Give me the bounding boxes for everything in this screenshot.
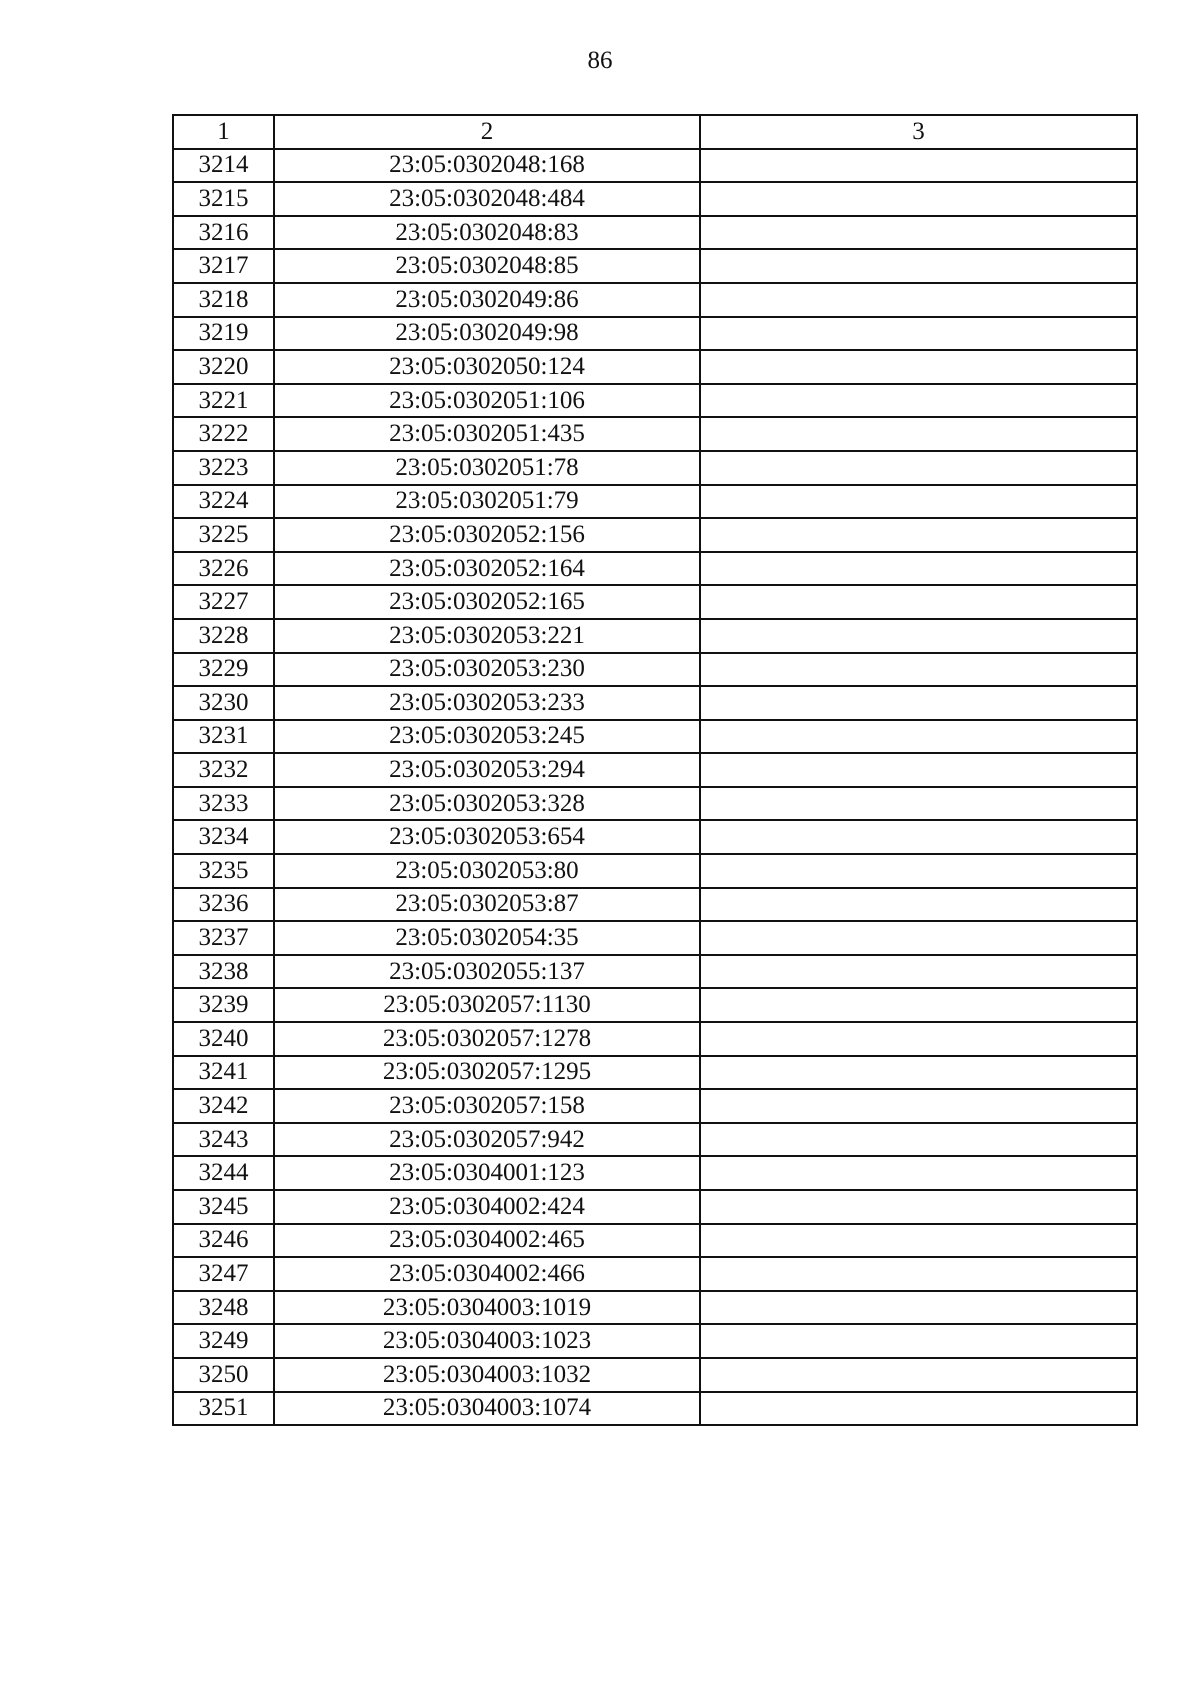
cadastral-number-cell: 23:05:0302053:294 [274,753,700,787]
notes-cell [700,149,1137,183]
notes-cell [700,585,1137,619]
header-row [173,115,1137,149]
row-number-cell: 3224 [173,485,274,519]
table-header [173,115,1137,149]
cadastral-number-cell: 23:05:0302053:87 [274,888,700,922]
notes-cell [700,1257,1137,1291]
table-body [173,149,1137,1426]
notes-cell [700,1358,1137,1392]
table-row [173,485,1137,519]
table-row [173,451,1137,485]
row-number-cell: 3227 [173,585,274,619]
row-number-cell: 3232 [173,753,274,787]
table-row [173,216,1137,250]
notes-cell [700,921,1137,955]
row-number-cell: 3251 [173,1392,274,1426]
cadastral-number-cell: 23:05:0304002:424 [274,1190,700,1224]
column-header-2: 2 [274,115,700,149]
notes-cell [700,552,1137,586]
notes-cell [700,988,1137,1022]
cadastral-number-cell: 23:05:0302057:1130 [274,988,700,1022]
table-row [173,283,1137,317]
row-number-cell: 3215 [173,182,274,216]
column-header-1: 1 [173,115,274,149]
cadastral-number-cell: 23:05:0302053:230 [274,653,700,687]
row-number-cell: 3245 [173,1190,274,1224]
page-number: 86 [587,47,613,74]
notes-cell [700,182,1137,216]
cadastral-number-cell: 23:05:0302048:484 [274,182,700,216]
cadastral-number-cell: 23:05:0302051:106 [274,384,700,418]
row-number-cell: 3222 [173,417,274,451]
cadastral-number-cell: 23:05:0302051:435 [274,417,700,451]
row-number-cell: 3226 [173,552,274,586]
row-number-cell: 3221 [173,384,274,418]
row-number-cell: 3235 [173,854,274,888]
table-row [173,317,1137,351]
table-row [173,854,1137,888]
row-number-cell: 3244 [173,1156,274,1190]
cadastral-number-cell: 23:05:0302051:79 [274,485,700,519]
column-header-3: 3 [700,115,1137,149]
cadastral-number-cell: 23:05:0302053:221 [274,619,700,653]
table-row [173,820,1137,854]
row-number-cell: 3219 [173,317,274,351]
row-number-cell: 3228 [173,619,274,653]
notes-cell [700,384,1137,418]
row-number-cell: 3220 [173,350,274,384]
cadastral-number-cell: 23:05:0302057:1295 [274,1056,700,1090]
row-number-cell: 3241 [173,1056,274,1090]
cadastral-number-cell: 23:05:0302050:124 [274,350,700,384]
cadastral-number-cell: 23:05:0302055:137 [274,955,700,989]
notes-cell [700,1156,1137,1190]
cadastral-number-cell: 23:05:0302053:80 [274,854,700,888]
table-row [173,888,1137,922]
table-row [173,1022,1137,1056]
notes-cell [700,854,1137,888]
notes-cell [700,1089,1137,1123]
notes-cell [700,1056,1137,1090]
cadastral-number-cell: 23:05:0304003:1019 [274,1291,700,1325]
row-number-cell: 3217 [173,249,274,283]
row-number-cell: 3214 [173,149,274,183]
row-number-cell: 3216 [173,216,274,250]
cadastral-number-cell: 23:05:0302052:164 [274,552,700,586]
row-number-cell: 3223 [173,451,274,485]
notes-cell [700,1324,1137,1358]
table-row [173,720,1137,754]
cadastral-number-cell: 23:05:0302053:654 [274,820,700,854]
cadastral-number-cell: 23:05:0302057:158 [274,1089,700,1123]
cadastral-number-cell: 23:05:0302049:86 [274,283,700,317]
cadastral-number-cell: 23:05:0302054:35 [274,921,700,955]
row-number-cell: 3247 [173,1257,274,1291]
row-number-cell: 3230 [173,686,274,720]
row-number-cell: 3233 [173,787,274,821]
notes-cell [700,485,1137,519]
cadastral-number-cell: 23:05:0304002:465 [274,1224,700,1258]
table-row [173,753,1137,787]
notes-cell [700,317,1137,351]
notes-cell [700,1291,1137,1325]
table-row [173,585,1137,619]
table-row [173,1224,1137,1258]
notes-cell [700,787,1137,821]
notes-cell [700,283,1137,317]
table-row [173,1257,1137,1291]
row-number-cell: 3246 [173,1224,274,1258]
table-row [173,787,1137,821]
row-number-cell: 3240 [173,1022,274,1056]
row-number-cell: 3231 [173,720,274,754]
notes-cell [700,451,1137,485]
table-row [173,1156,1137,1190]
cadastral-number-cell: 23:05:0304001:123 [274,1156,700,1190]
table-row [173,1190,1137,1224]
table-row [173,182,1137,216]
notes-cell [700,1190,1137,1224]
table-row [173,1089,1137,1123]
notes-cell [700,686,1137,720]
table-row [173,1358,1137,1392]
notes-cell [700,1123,1137,1157]
table-row [173,384,1137,418]
table-row [173,921,1137,955]
notes-cell [700,820,1137,854]
notes-cell [700,249,1137,283]
row-number-cell: 3239 [173,988,274,1022]
notes-cell [700,417,1137,451]
table-row [173,988,1137,1022]
table-row [173,1056,1137,1090]
table-row [173,955,1137,989]
row-number-cell: 3248 [173,1291,274,1325]
row-number-cell: 3225 [173,518,274,552]
notes-cell [700,350,1137,384]
row-number-cell: 3218 [173,283,274,317]
notes-cell [700,653,1137,687]
cadastral-number-cell: 23:05:0304003:1023 [274,1324,700,1358]
notes-cell [700,1022,1137,1056]
notes-cell [700,1224,1137,1258]
cadastral-number-cell: 23:05:0302053:233 [274,686,700,720]
table-row [173,1392,1137,1426]
cadastral-number-cell: 23:05:0302053:245 [274,720,700,754]
notes-cell [700,753,1137,787]
row-number-cell: 3243 [173,1123,274,1157]
notes-cell [700,1392,1137,1426]
cadastral-table [172,114,1138,1426]
notes-cell [700,720,1137,754]
table-row [173,1123,1137,1157]
table-row [173,249,1137,283]
table-row [173,552,1137,586]
cadastral-number-cell: 23:05:0302052:156 [274,518,700,552]
notes-cell [700,955,1137,989]
cadastral-number-cell: 23:05:0304003:1032 [274,1358,700,1392]
table-row [173,686,1137,720]
cadastral-number-cell: 23:05:0302057:942 [274,1123,700,1157]
cadastral-number-cell: 23:05:0302048:83 [274,216,700,250]
row-number-cell: 3237 [173,921,274,955]
row-number-cell: 3234 [173,820,274,854]
notes-cell [700,619,1137,653]
table-row [173,518,1137,552]
cadastral-number-cell: 23:05:0302057:1278 [274,1022,700,1056]
table-row [173,350,1137,384]
notes-cell [700,216,1137,250]
cadastral-number-cell: 23:05:0302048:85 [274,249,700,283]
cadastral-number-cell: 23:05:0302053:328 [274,787,700,821]
table-row [173,417,1137,451]
row-number-cell: 3242 [173,1089,274,1123]
row-number-cell: 3236 [173,888,274,922]
cadastral-number-cell: 23:05:0302048:168 [274,149,700,183]
cadastral-number-cell: 23:05:0304002:466 [274,1257,700,1291]
cadastral-number-cell: 23:05:0302049:98 [274,317,700,351]
row-number-cell: 3238 [173,955,274,989]
table-row [173,1291,1137,1325]
table-row [173,149,1137,183]
row-number-cell: 3249 [173,1324,274,1358]
cadastral-number-cell: 23:05:0302052:165 [274,585,700,619]
table-row [173,653,1137,687]
notes-cell [700,518,1137,552]
cadastral-number-cell: 23:05:0304003:1074 [274,1392,700,1426]
table-row [173,1324,1137,1358]
cadastral-number-cell: 23:05:0302051:78 [274,451,700,485]
row-number-cell: 3250 [173,1358,274,1392]
notes-cell [700,888,1137,922]
table-row [173,619,1137,653]
row-number-cell: 3229 [173,653,274,687]
